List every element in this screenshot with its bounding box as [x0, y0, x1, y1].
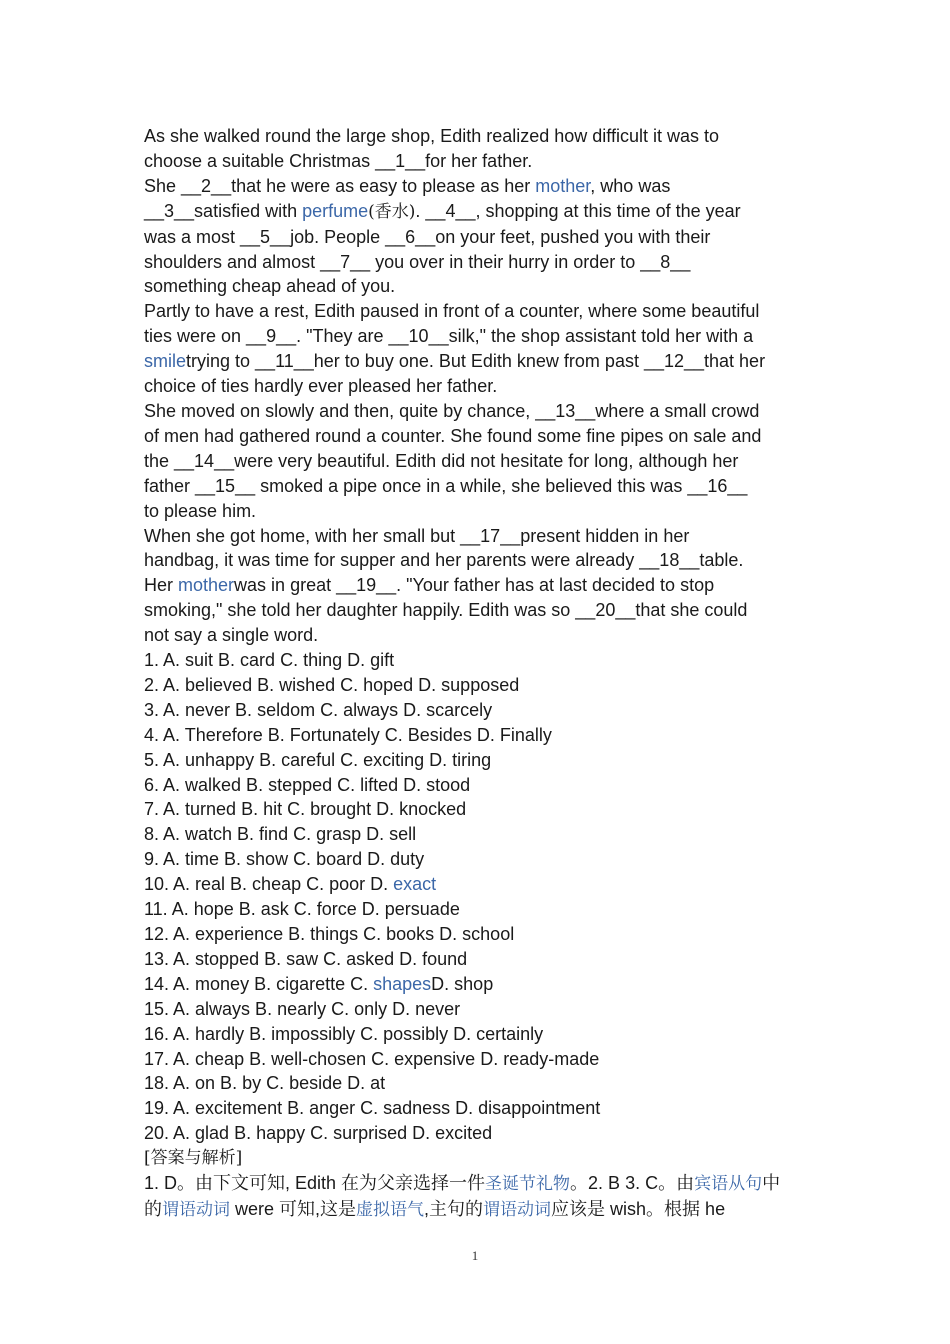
passage-line: father __15__ smoked a pipe once in a while, she believed this was __16__ — [144, 475, 748, 496]
answer-heading: [答案与解析] — [144, 1148, 243, 1169]
link-subjunctive-mood[interactable]: 虚拟语气 — [356, 1199, 425, 1220]
answer-section — [144, 1146, 814, 1223]
passage-line: shoulders and almost __7__ you over in their hurry in order to __8__ — [144, 251, 691, 272]
answer-line: 1. D。由下文可知, Edith 在为父亲选择一件圣诞节礼物。2. B 3. C。由宾语从句中 — [144, 1173, 781, 1195]
question-item: 14. A. money B. cigarette C. shapesD. shop — [144, 973, 494, 994]
link-smile[interactable]: smile — [144, 351, 187, 372]
link-exact[interactable]: exact — [393, 874, 437, 895]
passage-line: to please him. — [144, 500, 257, 521]
link-mother-2[interactable]: mother — [178, 575, 235, 596]
passage-line: Partly to have a rest, Edith paused in front of a counter, where some beautiful — [144, 301, 760, 322]
passage-line: choice of ties hardly ever pleased her father. — [144, 376, 498, 397]
question-item: 16. A. hardly B. impossibly C. possibly D. certainly — [144, 1023, 544, 1044]
page-number: 1 — [471, 1248, 479, 1263]
passage-line: choose a suitable Christmas __1__for her father. — [144, 150, 533, 171]
passage-line: ties were on __9__. "They are __10__silk," the shop assistant told her with a — [144, 326, 754, 347]
passage-line: As she walked round the large shop, Edith realized how difficult it was to — [144, 126, 719, 146]
question-item: 9. A. time B. show C. board D. duty — [144, 849, 425, 870]
link-object-clause[interactable]: 宾语从句 — [694, 1174, 763, 1195]
question-item: 6. A. walked B. stepped C. lifted D. stood — [144, 774, 471, 795]
passage-line: something cheap ahead of you. — [144, 276, 396, 297]
document-body — [144, 124, 814, 1223]
link-christmas-gift[interactable]: 圣诞节礼物 — [485, 1174, 571, 1195]
passage-line: She __2__that he were as easy to please as her mother, who was — [144, 175, 671, 196]
question-item: 15. A. always B. nearly C. only D. never — [144, 998, 461, 1019]
question-item: 19. A. excitement B. anger C. sadness D. disappointment — [144, 1098, 601, 1119]
link-perfume[interactable]: perfume — [302, 200, 369, 221]
passage-line: smoking," she told her daughter happily. Edith was so __20__that she could — [144, 600, 748, 621]
question-item: 20. A. glad B. happy C. surprised D. excited — [144, 1123, 493, 1144]
link-shapes[interactable]: shapes — [373, 973, 432, 994]
passage-line: of men had gathered round a counter. She found some fine pipes on sale and — [144, 425, 762, 446]
link-predicate-verb-2[interactable]: 谓语动词 — [483, 1199, 552, 1220]
passage-line: She moved on slowly and then, quite by chance, __13__where a small crowd — [144, 400, 760, 421]
question-list — [144, 648, 814, 1146]
question-item: 18. A. on B. by C. beside D. at — [144, 1073, 386, 1094]
question-item: 11. A. hope B. ask C. force D. persuade — [144, 899, 460, 920]
question-item: 10. A. real B. cheap C. poor D. exact — [144, 874, 437, 895]
question-item: 17. A. cheap B. well-chosen C. expensive D. ready-made — [144, 1048, 600, 1069]
question-item: 8. A. watch B. find C. grasp D. sell — [144, 824, 417, 845]
link-predicate-verb[interactable]: 谓语动词 — [162, 1199, 230, 1220]
question-item: 5. A. unhappy B. careful C. exciting D. tiring — [144, 749, 492, 770]
passage-line: smiletrying to __11__her to buy one. But Edith knew from past __12__that her — [144, 351, 766, 372]
question-item: 7. A. turned B. hit C. brought D. knocked — [144, 799, 467, 820]
answer-line: 的谓语动词 were 可知,这是虚拟语气,主句的谓语动词应该是 wish。根据 he — [144, 1198, 726, 1220]
question-item: 2. A. believed B. wished C. hoped D. supposed — [144, 674, 520, 695]
question-item: 4. A. Therefore B. Fortunately C. Besides D. Finally — [144, 724, 552, 745]
passage-line: handbag, it was time for supper and her parents were already __18__table. — [144, 550, 744, 571]
passage-line: __3__satisfied with perfume(香水). __4__, shopping at this time of the year — [144, 200, 741, 222]
question-item: 13. A. stopped B. saw C. asked D. found — [144, 948, 468, 969]
question-item: 12. A. experience B. things C. books D. school — [144, 924, 515, 944]
link-mother[interactable]: mother — [535, 175, 591, 196]
passage-line: When she got home, with her small but __17__present hidden in her — [144, 525, 690, 546]
passage-line: Her motherwas in great __19__. "Your father has at last decided to stop — [144, 575, 715, 596]
passage — [144, 124, 814, 648]
question-item: 3. A. never B. seldom C. always D. scarcely — [144, 699, 493, 720]
passage-line: not say a single word. — [144, 625, 319, 646]
passage-line: was a most __5__job. People __6__on your feet, pushed you with their — [144, 226, 711, 247]
passage-line: the __14__were very beautiful. Edith did not hesitate for long, although her — [144, 450, 739, 471]
question-item: 1. A. suit B. card C. thing D. gift — [144, 650, 395, 671]
